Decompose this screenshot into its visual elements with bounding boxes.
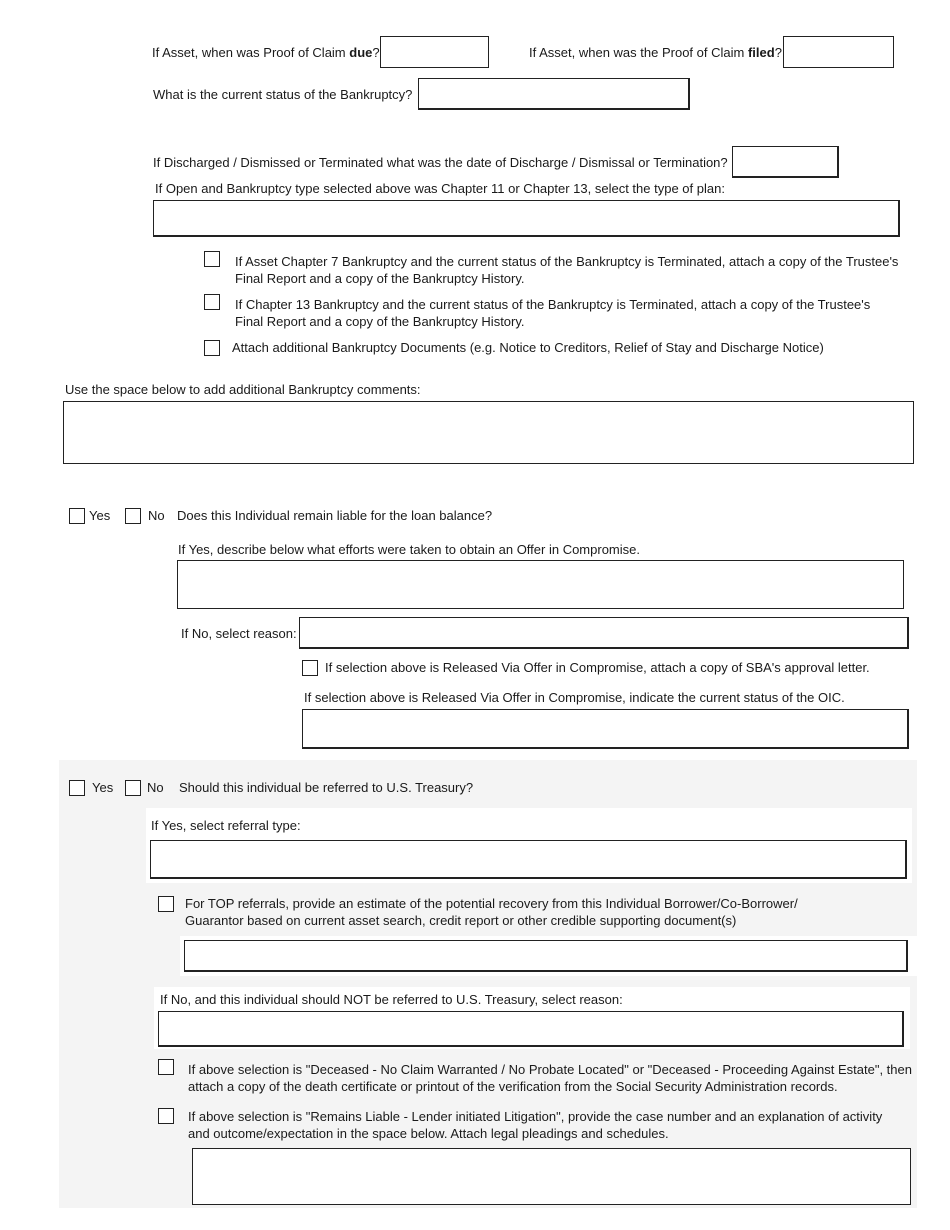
oic-approval-label: If selection above is Released Via Offer in Compromise, attach a copy of SBA's approval letter. xyxy=(325,660,870,675)
offer-describe-field[interactable] xyxy=(177,560,904,609)
bankruptcy-comments-field[interactable] xyxy=(63,401,914,464)
poc-due-label: If Asset, when was Proof of Claim due? xyxy=(152,45,380,60)
plan-label: If Open and Bankruptcy type selected above was Chapter 11 or Chapter 13, select the type of plan: xyxy=(155,181,725,196)
discharge-date-field[interactable] xyxy=(732,146,839,178)
liable-no-checkbox[interactable] xyxy=(125,508,141,524)
oic-status-field[interactable] xyxy=(302,709,909,749)
treasury-no-label: No xyxy=(147,780,164,795)
liable-no-label: No xyxy=(148,508,165,523)
liable-yes-checkbox[interactable] xyxy=(69,508,85,524)
liable-no-reason-label: If No, select reason: xyxy=(181,626,297,641)
plan-type-field[interactable] xyxy=(153,200,900,237)
litigation-checkbox[interactable] xyxy=(158,1108,174,1124)
additional-docs-checkbox[interactable] xyxy=(204,340,220,356)
deceased-label: If above selection is "Deceased - No Claim Warranted / No Probate Located" or "Deceased - Proceeding Against Estate", then attach a copy of the death certificate or printout of the verification from the Social Security Administration records. xyxy=(188,1062,912,1094)
discharge-label: If Discharged / Dismissed or Terminated what was the date of Discharge / Dismissal or Termination? xyxy=(153,155,728,170)
ch7-attach-label: If Asset Chapter 7 Bankruptcy and the current status of the Bankruptcy is Terminated, attach a copy of the Trustee's Final Report and a copy of the Bankruptcy History. xyxy=(235,254,899,286)
litigation-label: If above selection is "Remains Liable - Lender initiated Litigation", provide the case number and an explanation of activity and outcome/expectation in the space below. Attach legal pleadings and schedules. xyxy=(188,1109,883,1141)
poc-filed-label: If Asset, when was the Proof of Claim filed? xyxy=(529,45,782,60)
offer-describe-label: If Yes, describe below what efforts were taken to obtain an Offer in Compromise. xyxy=(178,542,640,557)
top-estimate-checkbox[interactable] xyxy=(158,896,174,912)
comments-label: Use the space below to add additional Bankruptcy comments: xyxy=(65,382,421,397)
litigation-explanation-field[interactable] xyxy=(192,1148,911,1205)
ch13-attach-checkbox[interactable] xyxy=(204,294,220,310)
treasury-no-checkbox[interactable] xyxy=(125,780,141,796)
oic-approval-checkbox[interactable] xyxy=(302,660,318,676)
status-field[interactable] xyxy=(418,78,690,110)
poc-due-field[interactable] xyxy=(380,36,489,68)
oic-status-label: If selection above is Released Via Offer in Compromise, indicate the current status of the OIC. xyxy=(304,690,845,705)
liable-yes-label: Yes xyxy=(89,508,111,523)
referral-type-field[interactable] xyxy=(150,840,907,879)
treasury-no-reason-label: If No, and this individual should NOT be referred to U.S. Treasury, select reason: xyxy=(160,992,623,1007)
treasury-question: Should this individual be referred to U.S. Treasury? xyxy=(179,780,474,795)
liable-no-reason-field[interactable] xyxy=(299,617,909,649)
ch13-attach-label: If Chapter 13 Bankruptcy and the current status of the Bankruptcy is Terminated, attach a copy of the Trustee's Final Report and a copy of the Bankruptcy History. xyxy=(235,297,871,329)
deceased-checkbox[interactable] xyxy=(158,1059,174,1075)
treasury-yes-checkbox[interactable] xyxy=(69,780,85,796)
treasury-yes-label: Yes xyxy=(92,780,114,795)
top-estimate-label: For TOP referrals, provide an estimate of the potential recovery from this Individual Borrower/Co-Borrower/ Guarantor based on current asset search, credit report or other credible supporting document(s) xyxy=(185,896,798,928)
status-label: What is the current status of the Bankruptcy? xyxy=(153,87,413,102)
ch7-attach-checkbox[interactable] xyxy=(204,251,220,267)
referral-type-label: If Yes, select referral type: xyxy=(151,818,301,833)
top-estimate-field[interactable] xyxy=(184,940,908,972)
poc-filed-field[interactable] xyxy=(783,36,894,68)
treasury-no-reason-field[interactable] xyxy=(158,1011,904,1047)
liable-question: Does this Individual remain liable for the loan balance? xyxy=(177,508,493,523)
additional-docs-label: Attach additional Bankruptcy Documents (e.g. Notice to Creditors, Relief of Stay and Discharge Notice) xyxy=(232,340,824,355)
